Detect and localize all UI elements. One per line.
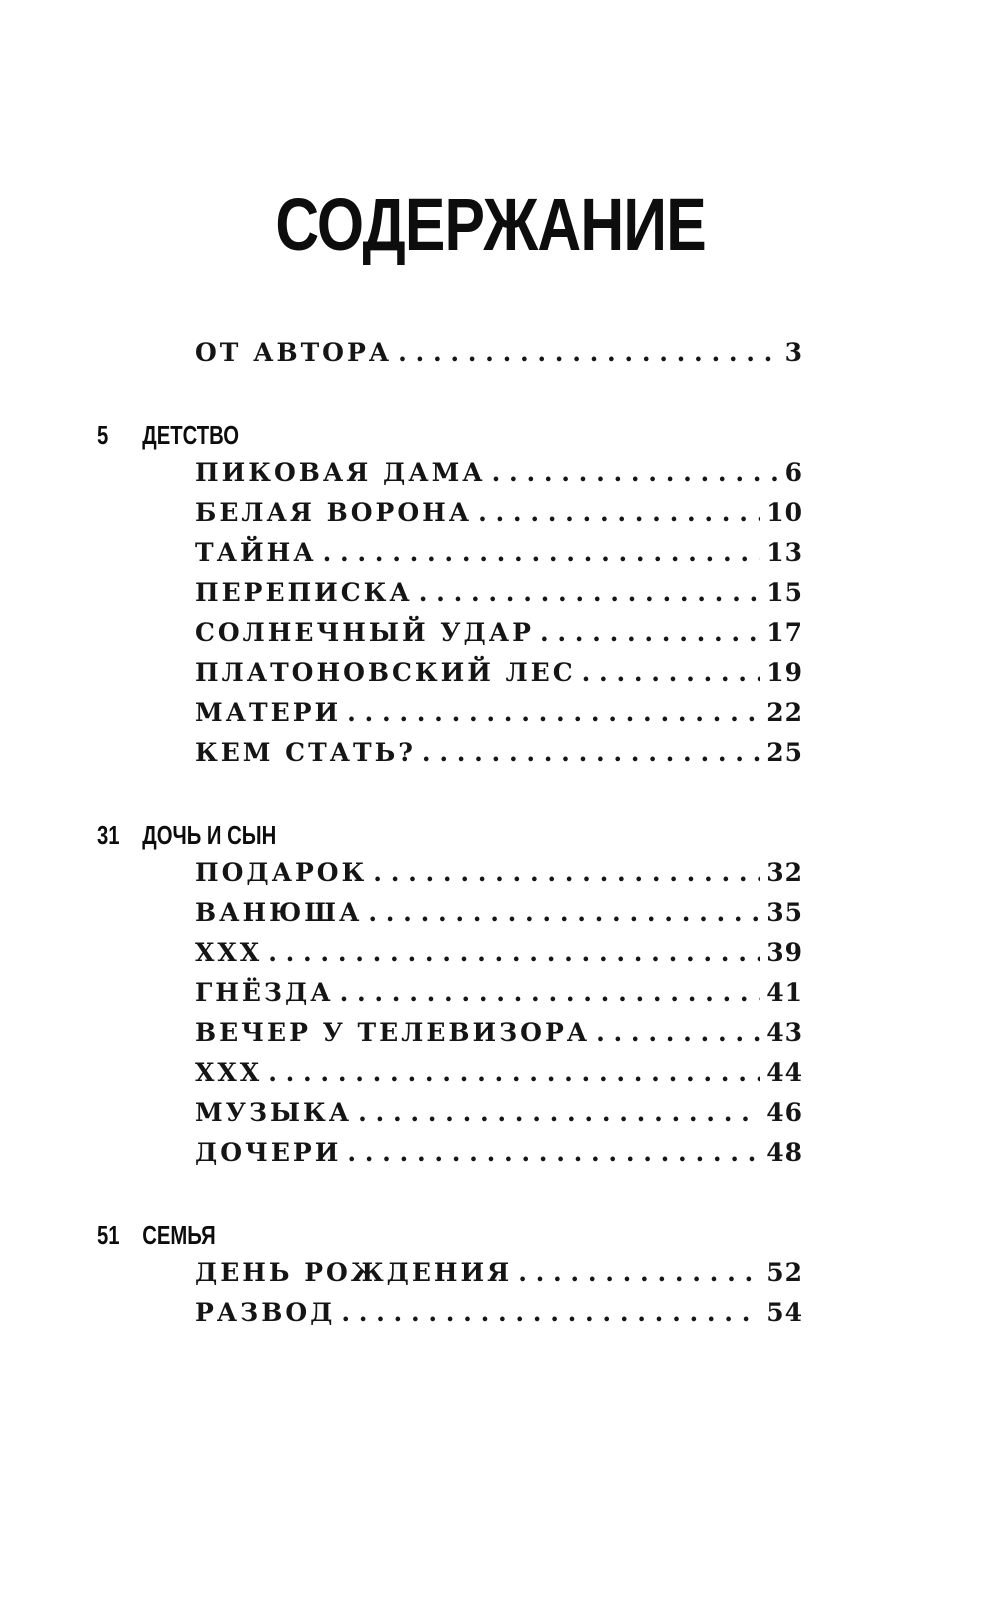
entry-label: ПЛАТОНОВСКИЙ ЛЕС (195, 658, 576, 687)
toc-entry[interactable] (195, 1058, 803, 1094)
section-title: ДОЧЬ И СЫН (142, 820, 277, 850)
dot-leader (518, 1258, 760, 1287)
entry-label: ПОДАРОК (195, 858, 368, 887)
entry-label: ВАНЮША (195, 898, 363, 927)
toc-entry[interactable] (195, 618, 803, 654)
entry-page-number: 19 (766, 658, 803, 687)
entry-page-number: 10 (766, 498, 803, 527)
entry-label: ХХХ (195, 938, 263, 967)
entry-label: РАЗВОД (195, 1298, 336, 1327)
dot-leader (368, 898, 760, 927)
entry-label: ВЕЧЕР У ТЕЛЕВИЗОРА (195, 1018, 591, 1047)
entry-label: ДОЧЕРИ (195, 1138, 342, 1167)
toc-entry[interactable] (195, 498, 803, 534)
dot-leader (340, 978, 761, 1007)
section-title: ДЕТСТВО (142, 420, 240, 450)
dot-leader (398, 338, 778, 367)
toc-entry[interactable] (195, 938, 803, 974)
entry-label: ГНЁЗДА (195, 978, 334, 1007)
page-title: СОДЕРЖАНИЕ (275, 183, 706, 266)
entry-page-number: 6 (784, 458, 803, 487)
entry-page-number: 15 (766, 578, 803, 607)
toc-entry[interactable] (195, 1258, 803, 1294)
toc-entry[interactable] (195, 1098, 803, 1134)
toc-entry[interactable] (195, 1138, 803, 1174)
entry-page-number: 46 (766, 1098, 803, 1127)
entry-label: МАТЕРИ (195, 698, 342, 727)
entry-label: ДЕНЬ РОЖДЕНИЯ (195, 1258, 513, 1287)
entry-page-number: 43 (766, 1018, 803, 1047)
toc-entry[interactable] (195, 658, 803, 694)
dot-leader (268, 938, 760, 967)
entry-label: ОТ АВТОРА (195, 338, 393, 367)
entry-page-number: 35 (766, 898, 803, 927)
entry-page-number: 48 (766, 1138, 803, 1167)
dot-leader (478, 498, 760, 527)
entry-label: ПЕРЕПИСКА (195, 578, 413, 607)
section-heading (97, 420, 239, 456)
section-page-number: 51 (97, 1220, 120, 1250)
toc-entry[interactable] (195, 538, 803, 574)
section-heading (97, 820, 276, 856)
toc-entry[interactable] (195, 1298, 803, 1334)
entry-page-number: 39 (766, 938, 803, 967)
dot-leader (268, 1058, 760, 1087)
dot-leader (540, 618, 760, 647)
entry-page-number: 3 (784, 338, 803, 367)
entry-label: МУЗЫКА (195, 1098, 353, 1127)
entry-page-number: 32 (766, 858, 803, 887)
entry-label: КЕМ СТАТЬ? (195, 738, 416, 767)
dot-leader (419, 578, 760, 607)
section-heading (97, 1220, 216, 1256)
entry-page-number: 13 (766, 538, 803, 567)
entry-label: БЕЛАЯ ВОРОНА (195, 498, 473, 527)
dot-leader (341, 1298, 760, 1327)
toc-entry[interactable] (195, 898, 803, 934)
entry-page-number: 44 (766, 1058, 803, 1087)
entry-page-number: 54 (766, 1298, 803, 1327)
entry-label: ХХХ (195, 1058, 263, 1087)
section-title: СЕМЬЯ (142, 1220, 216, 1250)
dot-leader (422, 738, 760, 767)
dot-leader (347, 1138, 760, 1167)
dot-leader (347, 698, 760, 727)
dot-leader (323, 538, 761, 567)
entry-page-number: 25 (766, 738, 803, 767)
dot-leader (358, 1098, 760, 1127)
dot-leader (373, 858, 760, 887)
entry-label: СОЛНЕЧНЫЙ УДАР (195, 618, 534, 647)
toc-entry[interactable] (195, 858, 803, 894)
toc-entry[interactable] (195, 1018, 803, 1054)
entry-page-number: 22 (766, 698, 803, 727)
section-page-number: 31 (97, 820, 120, 850)
toc-entry[interactable] (195, 738, 803, 774)
toc-entry[interactable] (195, 698, 803, 734)
entry-page-number: 41 (766, 978, 803, 1007)
toc-entry[interactable] (195, 458, 803, 494)
section-page-number: 5 (97, 420, 109, 450)
toc-entry[interactable] (195, 978, 803, 1014)
toc-entry-intro[interactable] (195, 338, 803, 374)
toc-entry[interactable] (195, 578, 803, 614)
entry-page-number: 17 (766, 618, 803, 647)
dot-leader (582, 658, 761, 687)
entry-label: ПИКОВАЯ ДАМА (195, 458, 486, 487)
dot-leader (596, 1018, 760, 1047)
entry-page-number: 52 (766, 1258, 803, 1287)
entry-label: ТАЙНА (195, 538, 317, 567)
dot-leader (492, 458, 779, 487)
